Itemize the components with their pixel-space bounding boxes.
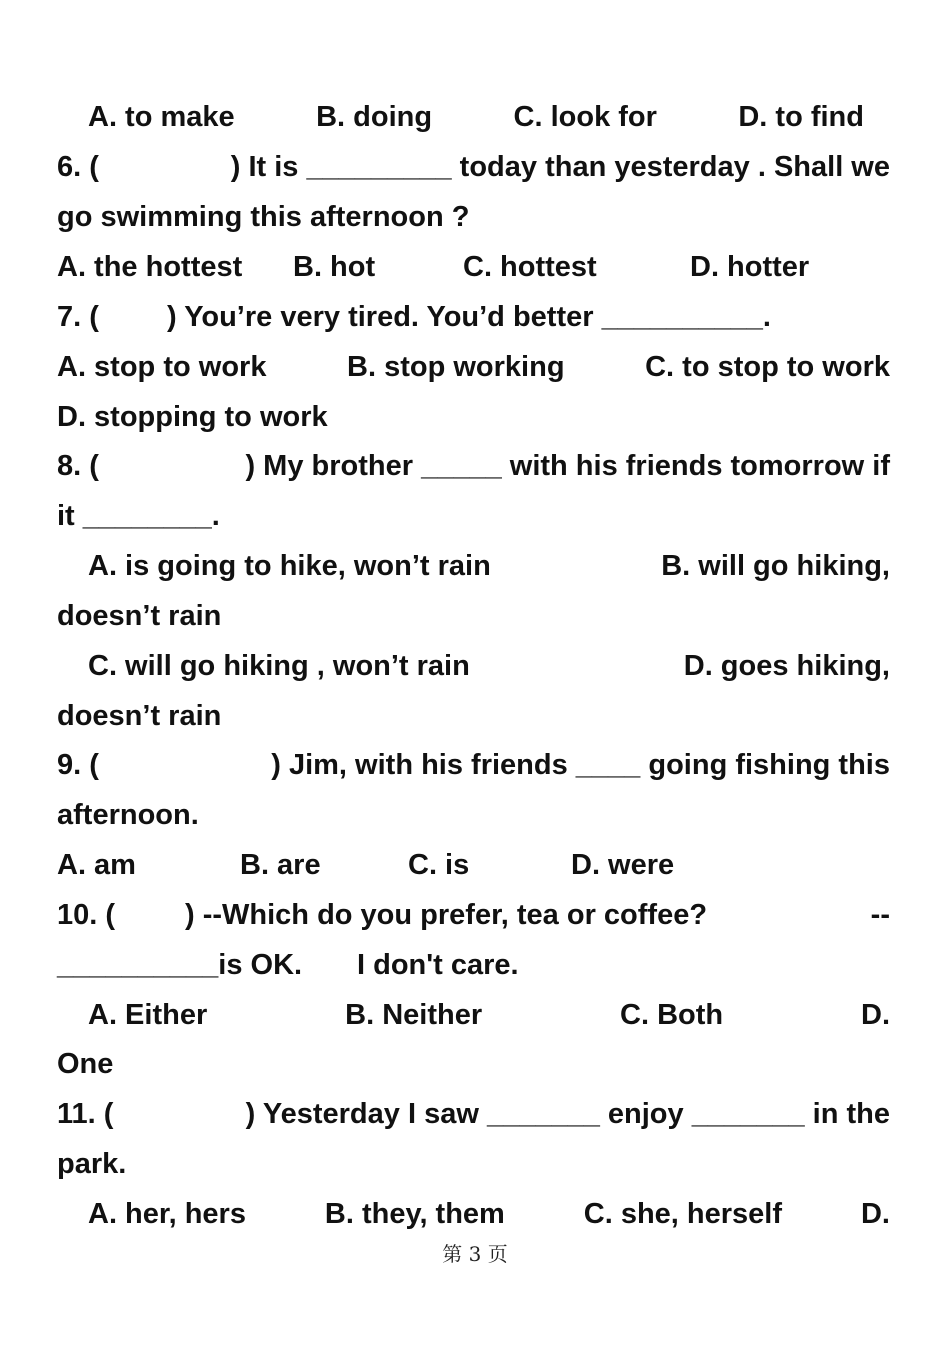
q6-stem [57, 149, 890, 185]
q9-option-d: D. were [571, 849, 675, 881]
q10-option-a: A. Either [88, 999, 208, 1031]
q6-stem-cont: go swimming this afternoon ? [57, 201, 470, 233]
q9-number: 9. ( [57, 749, 99, 781]
q11-number: 11. ( [57, 1098, 114, 1130]
q6-option-d: D. hotter [690, 251, 810, 283]
q11-stem [57, 1096, 890, 1132]
q7-option-b: B. stop working [347, 351, 565, 383]
q9-stem-cont: afternoon. [57, 799, 199, 831]
q8-options-ab [88, 548, 890, 584]
q8-stem-cont: it ________. [57, 500, 220, 532]
q11-option-d: D. [860, 1198, 890, 1230]
q10-option-c: C. Both [620, 999, 724, 1031]
q8-options-cd [88, 648, 890, 684]
q5-option-a: A. to make [88, 101, 235, 133]
q9-option-a: A. am [57, 849, 136, 881]
q10-option-d: D. [861, 999, 890, 1031]
q11-text: ) Yesterday I saw _______ enjoy _______ in the [245, 1098, 890, 1130]
q10-number: 10. ( [57, 899, 116, 931]
q8-option-b: B. will go hiking, [661, 550, 890, 582]
q8-option-c: C. will go hiking , won’t rain [88, 650, 470, 682]
q6-option-b: B. hot [293, 251, 376, 283]
q5-option-d: D. to find [738, 101, 864, 133]
q7-text: ) You’re very tired. You’d better __________. [167, 301, 771, 333]
q8-option-b-cont: doesn’t rain [57, 600, 222, 632]
q10-blank: __________is OK. [57, 949, 303, 981]
q5-option-b: B. doing [316, 101, 433, 133]
q6-number: 6. ( [57, 151, 99, 183]
q5-option-c: C. look for [513, 101, 657, 133]
q7-option-a: A. stop to work [57, 351, 267, 383]
q11-options [88, 1196, 890, 1232]
q11-option-a: A. her, hers [88, 1198, 246, 1230]
q8-stem [57, 448, 890, 484]
q10-option-b: B. Neither [345, 999, 483, 1031]
q6-option-a: A. the hottest [57, 251, 243, 283]
q9-stem [57, 747, 890, 783]
q8-option-a: A. is going to hike, won’t rain [88, 550, 491, 582]
q10-reply: I don't care. [357, 949, 519, 981]
q9-text: ) Jim, with his friends ____ going fishing this [271, 749, 890, 781]
q6-option-c: C. hottest [463, 251, 597, 283]
q9-option-c: C. is [408, 849, 470, 881]
q8-option-d-cont: doesn’t rain [57, 700, 222, 732]
q6-text: ) It is _________ today than yesterday . Shall we [230, 151, 890, 183]
q7-option-d: D. stopping to work [57, 401, 328, 433]
q8-option-d: D. goes hiking, [683, 650, 890, 682]
q9-option-b: B. are [240, 849, 321, 881]
q11-option-b: B. they, them [324, 1198, 505, 1230]
q7-options [57, 349, 890, 385]
q7-number: 7. ( [57, 301, 99, 333]
q7-option-c: C. to stop to work [645, 351, 890, 383]
q10-options [88, 997, 890, 1033]
q8-number: 8. ( [57, 450, 99, 482]
q5-options [88, 99, 864, 135]
page-number: 第 3 页 [442, 1242, 508, 1266]
q11-stem-cont: park. [57, 1148, 127, 1180]
q11-option-c: C. she, herself [583, 1198, 783, 1230]
q10-option-d-cont: One [57, 1048, 114, 1080]
q8-text: ) My brother _____ with his friends tomorrow if [245, 450, 890, 482]
q10-text: ) --Which do you prefer, tea or coffee? [185, 899, 708, 931]
q10-dash: -- [870, 899, 890, 931]
